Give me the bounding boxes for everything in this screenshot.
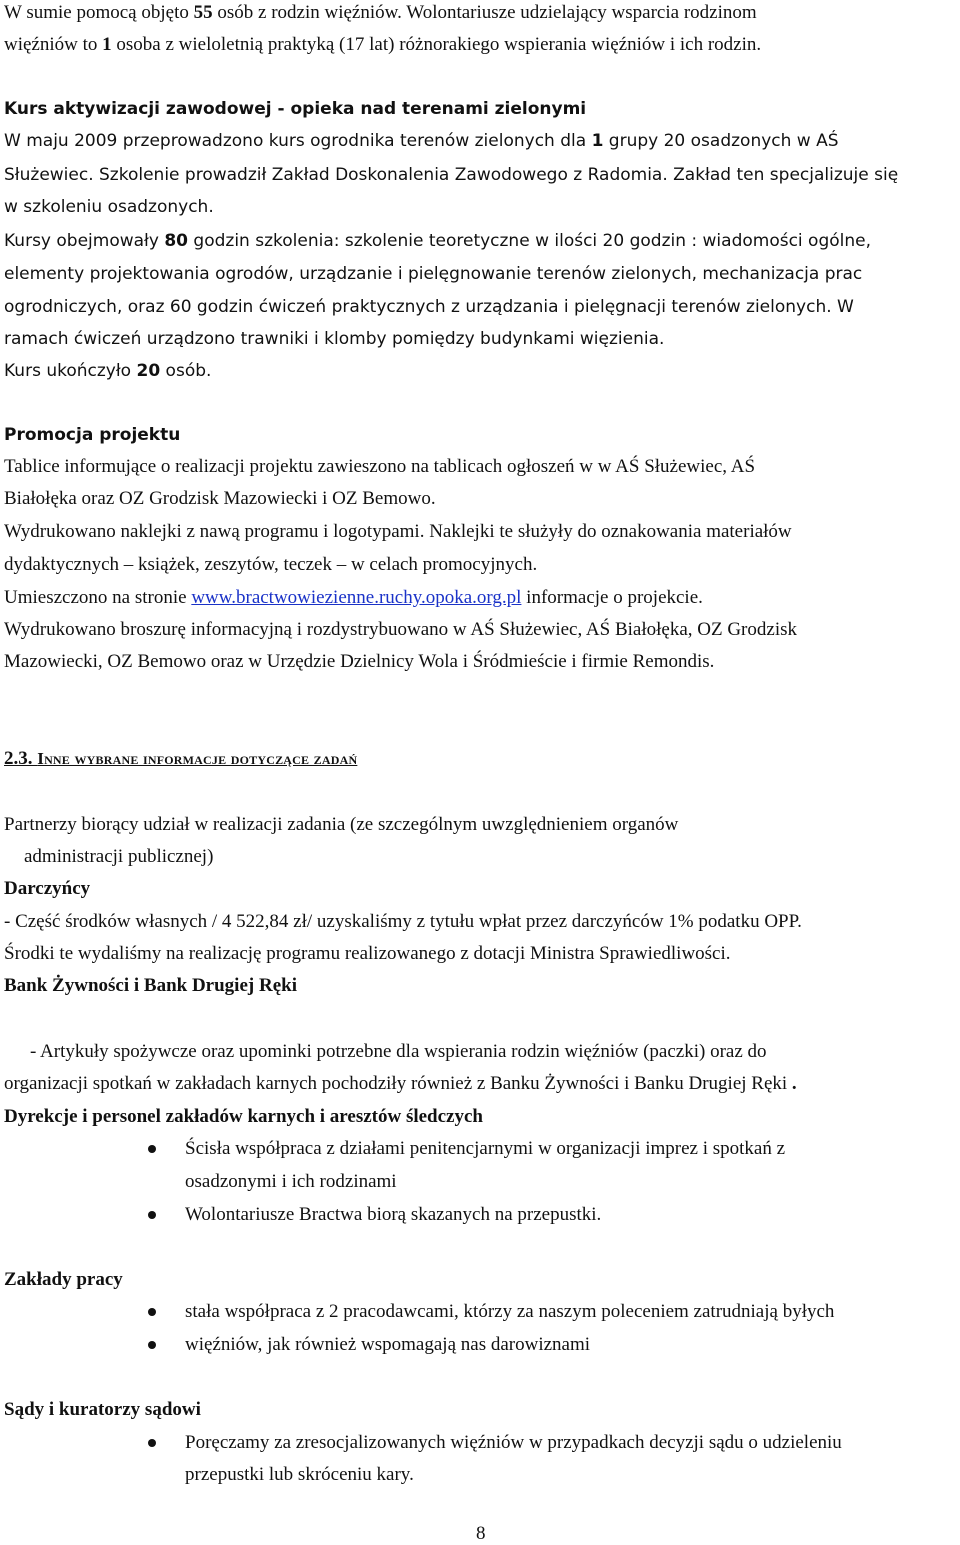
bank-heading: Bank Żywności i Bank Drugiej Ręki [4, 975, 297, 996]
text: osób z rodzin więźniów. Wolontariusze udzielający wsparcia rodzinom [212, 2, 757, 23]
intro-line-2 [4, 34, 761, 56]
darczyncy-heading: Darczyńcy [4, 878, 91, 899]
text: Kurs ukończyło [4, 361, 137, 381]
kurs-line-2: Służewiec. Szkolenie prowadził Zakład Doskonalenia Zawodowego z Radomia. Zakład ten specjalizuje się [4, 165, 899, 185]
partners-line-1: Partnerzy biorący udział w realizacji zadania (ze szczególnym uwzględnieniem organów [4, 814, 679, 835]
promo-heading: Promocja projektu [4, 425, 181, 445]
text: W sumie pomocą objęto [4, 2, 194, 23]
sady-bullet-1-line-2: przepustki lub skróceniu kary. [185, 1464, 414, 1485]
dyrekcje-bullet-2: Wolontariusze Bractwa biorą skazanych na przepustki. [185, 1204, 602, 1225]
text: osoba z wieloletnią praktyką (17 lat) różnorakiego wspierania więźniów i ich rodzin. [111, 34, 762, 55]
zaklady-bullet-2: więźniów, jak również wspomagają nas darowiznami [185, 1334, 591, 1355]
promo-line-1: Tablice informujące o realizacji projektu zawieszono na tablicach ogłoszeń w w AŚ Służewiec, AŚ [4, 456, 756, 477]
bold-number: 20 [136, 361, 161, 381]
bullet-icon [148, 1211, 156, 1219]
kurs-line-6: ogrodniczych, oraz 60 godzin ćwiczeń praktycznych z urządzania i pielęgnacji terenów zielonych. W [4, 297, 854, 317]
dyrekcje-bullet-1-line-1: Ścisła współpraca z działami penitencjarnymi w organizacji imprez i spotkań z [185, 1138, 786, 1159]
kurs-heading: Kurs aktywizacji zawodowej - opieka nad terenami zielonymi [4, 99, 587, 119]
text: Kursy obejmowały [4, 231, 165, 251]
zaklady-bullet-1: stała współpraca z 2 pracodawcami, którzy za naszym poleceniem zatrudniają byłych [185, 1301, 835, 1322]
promo-line-7: Mazowiecki, OZ Bemowo oraz w Urzędzie Dzielnicy Wola i Śródmieście i firmie Remondis. [4, 651, 715, 672]
bullet-icon [148, 1439, 156, 1447]
sady-heading: Sądy i kuratorzy sądowi [4, 1399, 201, 1420]
page-number: 8 [476, 1523, 486, 1544]
promo-line-3: Wydrukowano naklejki z nawą programu i logotypami. Naklejki te służyły do oznakowania materiałów [4, 521, 792, 542]
text: grupy 20 osadzonych w AŚ [603, 131, 839, 151]
kurs-line-4 [4, 230, 871, 252]
section-title: Inne wybrane informacje dotyczące zadań [37, 749, 358, 768]
dyrekcje-heading: Dyrekcje i personel zakładów karnych i aresztów śledczych [4, 1106, 483, 1127]
kurs-line-1 [4, 130, 839, 152]
zaklady-heading: Zakłady pracy [4, 1269, 123, 1290]
promo-line-2: Białołęka oraz OZ Grodzisk Mazowiecki i OZ Bemowo. [4, 488, 436, 509]
bold-number: 80 [164, 231, 189, 251]
kurs-line-5: elementy projektowania ogrodów, urządzanie i pielęgnowanie terenów zielonych, mechanizacja prac [4, 264, 863, 284]
text: godzin szkolenia: szkolenie teoretyczne w ilości 20 godzin : wiadomości ogólne, [188, 231, 872, 251]
bullet-icon [148, 1341, 156, 1349]
darczyncy-line-2: Środki te wydaliśmy na realizację programu realizowanego z dotacji Ministra Sprawiedliwości. [4, 943, 731, 964]
promo-line-5 [4, 587, 703, 609]
kurs-line-3: w szkoleniu osadzonych. [4, 197, 214, 217]
text: W maju 2009 przeprowadzono kurs ogrodnika terenów zielonych dla [4, 131, 592, 151]
promo-line-4: dydaktycznych – książek, zeszytów, teczek – w celach promocyjnych. [4, 554, 538, 575]
partners-line-2: administracji publicznej) [24, 846, 214, 867]
text: osób. [160, 361, 212, 381]
section-heading [4, 748, 357, 770]
text: Umieszczono na stronie [4, 587, 192, 608]
text: . [787, 1073, 797, 1094]
section-number: 2.3. [4, 748, 38, 769]
kurs-line-7: ramach ćwiczeń urządzono trawniki i klomby pomiędzy budynkami więzienia. [4, 329, 665, 349]
dyrekcje-bullet-1-line-2: osadzonymi i ich rodzinami [185, 1171, 397, 1192]
sady-bullet-1-line-1: Poręczamy za zresocjalizowanych więźniów w przypadkach decyzji sądu o udzieleniu [185, 1432, 842, 1453]
bullet-icon [148, 1308, 156, 1316]
text: więźniów to [4, 34, 103, 55]
promo-line-6: Wydrukowano broszurę informacyjną i rozdystrybuowano w AŚ Służewiec, AŚ Białołęka, OZ Grodzisk [4, 619, 797, 640]
intro-line-1 [4, 2, 757, 24]
kurs-line-8 [4, 360, 211, 382]
text: informacje o projekcie. [521, 587, 703, 608]
darczyncy-line-1: - Część środków własnych / 4 522,84 zł/ uzyskaliśmy z tytułu wpłat przez darczyńców 1% podatku OPP. [4, 911, 802, 932]
text: organizacji spotkań w zakładach karnych pochodziły również z Banku Żywności i Banku Drugiej Ręki [4, 1073, 788, 1094]
website-link[interactable]: www.bractwowiezienne.ruchy.opoka.org.pl [191, 587, 522, 608]
bold-number: 55 [193, 2, 213, 23]
bullet-icon [148, 1145, 156, 1153]
bank-line-2 [4, 1073, 797, 1095]
bank-line-1: - Artykuły spożywcze oraz upominki potrzebne dla wspierania rodzin więźniów (paczki) oraz do [30, 1041, 767, 1062]
bold-number: 1 [591, 131, 604, 151]
bold-number: 1 [102, 34, 112, 55]
